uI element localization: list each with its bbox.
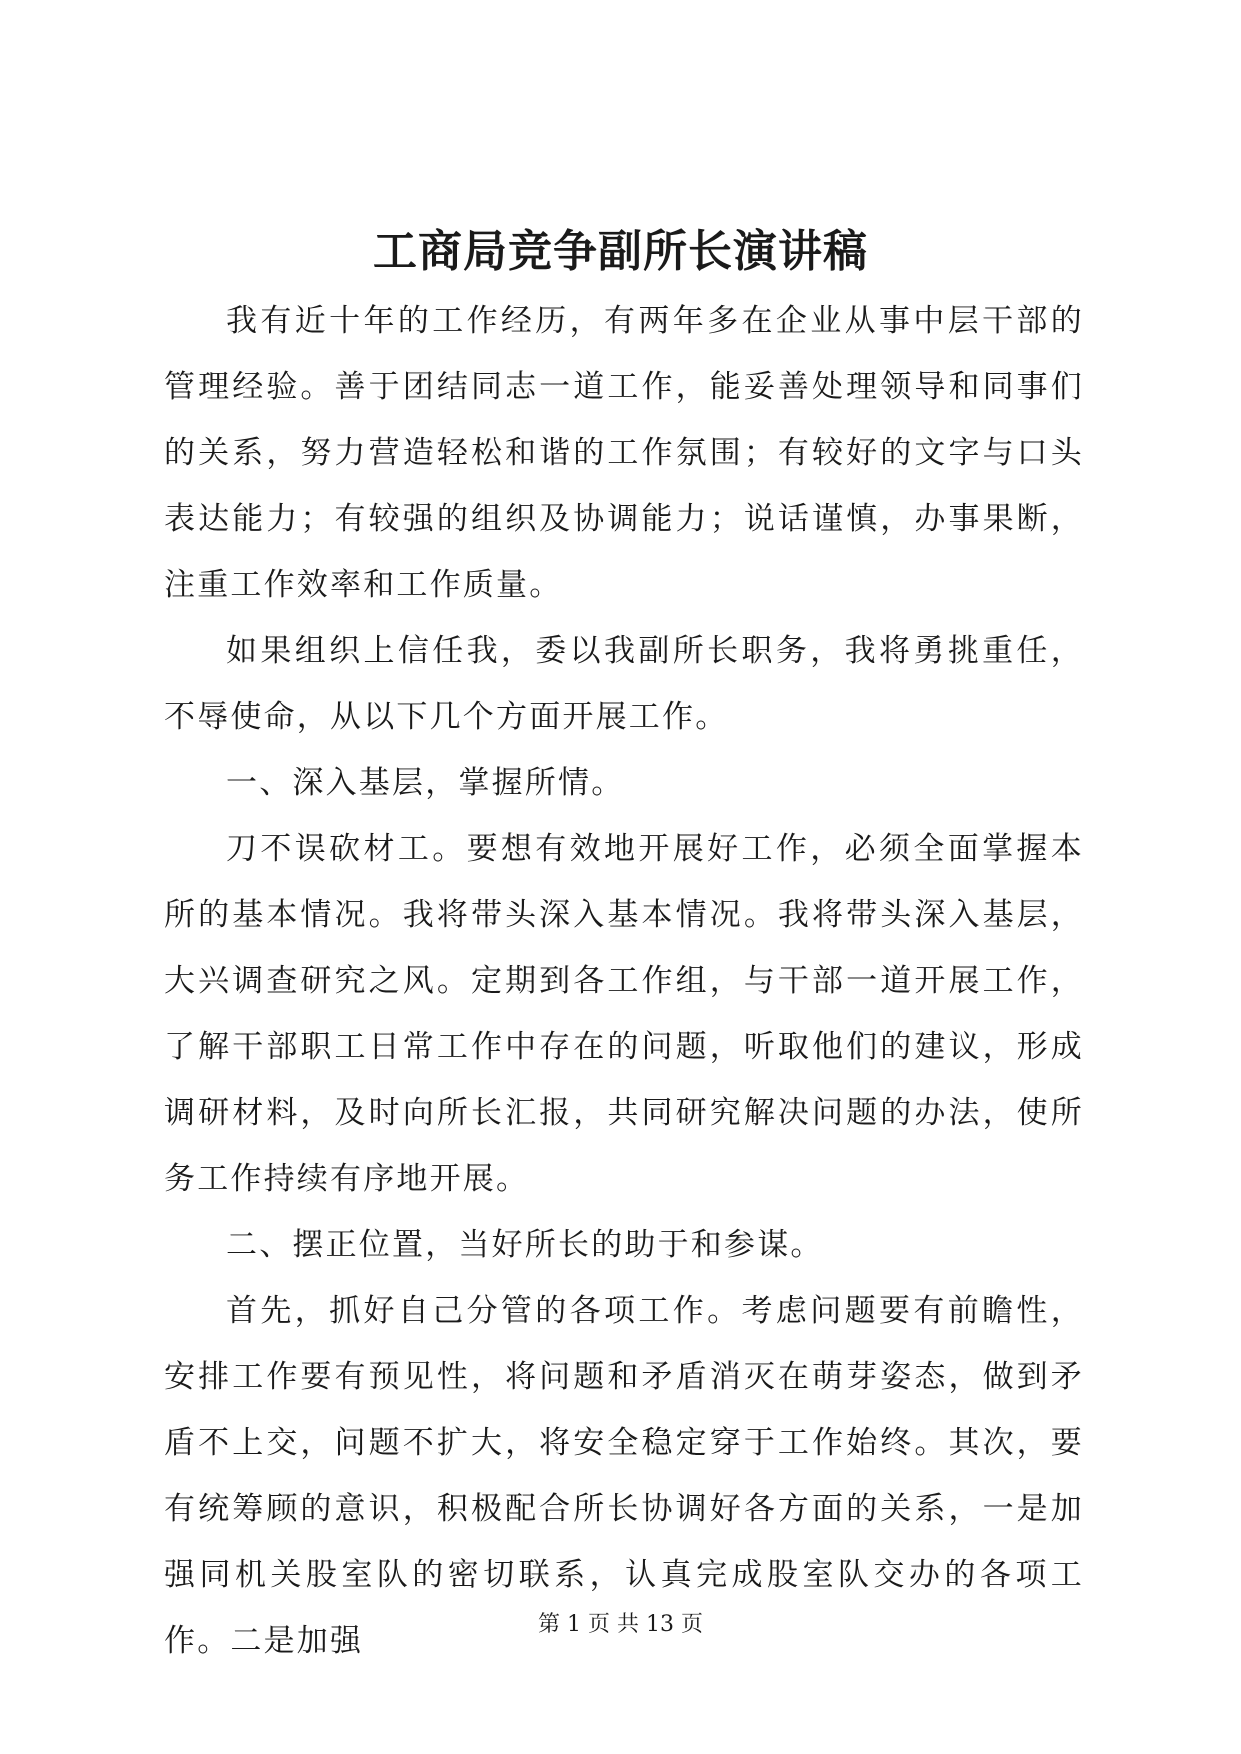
paragraph-section-1: 刀不误砍材工。要想有效地开展好工作，必须全面掌握本所的基本情况。我将带头深入基本情况。我将带头深入基层，大兴调查研究之风。定期到各工作组，与干部一道开展工作，了解干部职工日常工作中存在的问题，听取他们的建议，形成调研材料，及时向所长汇报，共同研究解决问题的办法，使所务工作持续有序地开展。 — [164, 831, 1084, 1197]
paragraph-commitment: 如果组织上信任我，委以我副所长职务，我将勇挑重任，不辱使命，从以下几个方面开展工作。 — [164, 633, 1084, 735]
paragraph-section-2: 首先，抓好自己分管的各项工作。考虑问题要有前瞻性，安排工作要有预见性，将问题和矛盾消灭在萌芽姿态，做到矛盾不上交，问题不扩大，将安全稳定穿于工作始终。其次，要有统筹顾的意识，积极配合所长协调好各方面的关系，一是加强同机关股室队的密切联系，认真完成股室队交办的各项工作。二是加强 — [164, 1293, 1084, 1659]
section-heading-1: 一、深入基层，掌握所情。 — [226, 765, 625, 801]
page-number-footer: 第 1 页 共 13 页 — [538, 1612, 703, 1637]
section-heading-2: 二、摆正位置，当好所长的助于和参谋。 — [226, 1227, 824, 1263]
document-title: 工商局竞争副所长演讲稿 — [373, 226, 868, 277]
document-body — [164, 288, 1084, 1674]
paragraph-experience: 我有近十年的工作经历，有两年多在企业从事中层干部的管理经验。善于团结同志一道工作，能妥善处理领导和同事们的关系，努力营造轻松和谐的工作氛围；有较好的文字与口头表达能力；有较强的组织及协调能力；说话谨慎，办事果断，注重工作效率和工作质量。 — [164, 303, 1084, 603]
